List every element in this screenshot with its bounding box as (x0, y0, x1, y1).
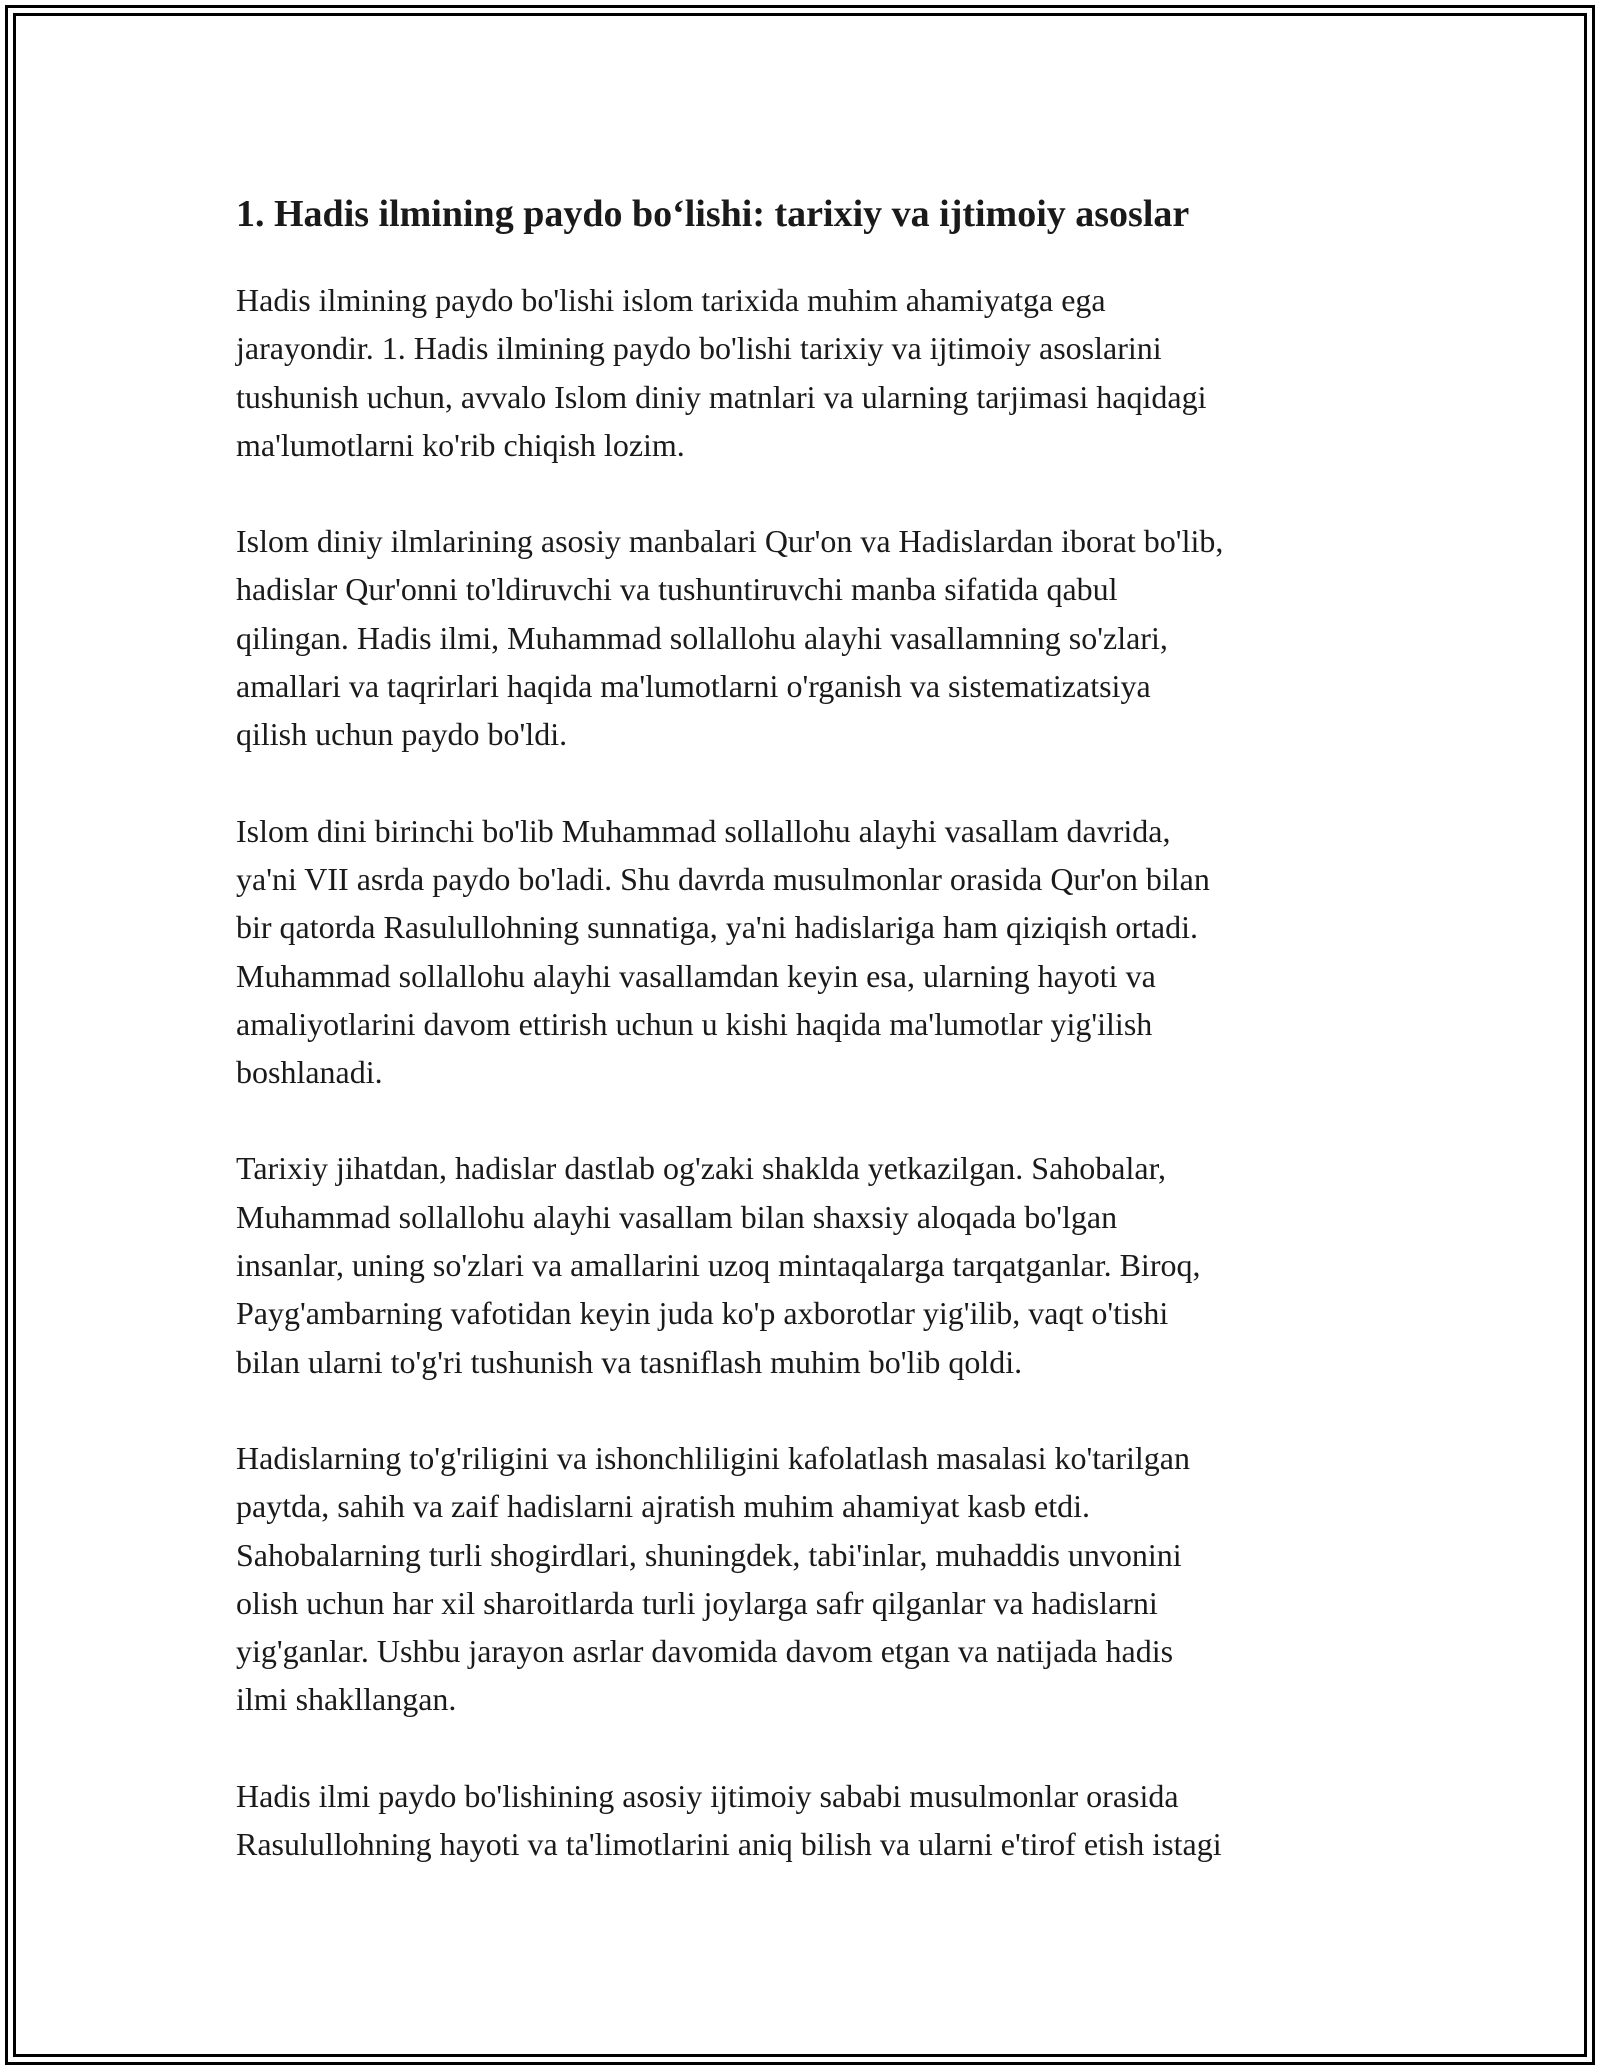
document-body (236, 186, 1376, 1916)
paragraph-origins: Islom dini birinchi bo'lib Muhammad sollallohu alayhi vasallam davrida, ya'ni VII asrda paydo bo'ladi. Shu davrda musulmonlar orasida Qur'on bilan bir qatorda Rasulullohning sunnatiga, ya'ni hadislariga ham qiziqish ortadi. Muhammad sollallohu alayhi vasallamdan keyin esa, ularning hayoti va amaliyotlarini davom ettirish uchun u kishi haqida ma'lumotlar yig'ilish boshlanadi. (236, 812, 1210, 1091)
paragraph-intro: Hadis ilmining paydo bo'lishi islom tarixida muhim ahamiyatga ega jarayondir. 1. Hadis ilmining paydo bo'lishi tarixiy va ijtimoiy asoslarini tushunish uchun, avvalo Islom diniy matnlari va ularning tarjimasi haqidagi ma'lumotlarni ko'rib chiqish lozim. (236, 282, 1207, 463)
paragraph-social-reason: Hadis ilmi paydo bo'lishining asosiy ijtimoiy sababi musulmonlar orasida Rasulullohning hayoti va ta'limotlarini aniq bilish va ularni e'tirof etish istagi (236, 1777, 1222, 1863)
section-heading: 1. Hadis ilmining paydo bo‘lishi: tarixiy va ijtimoiy asoslar (236, 193, 1190, 235)
paragraph-sources: Islom diniy ilmlarining asosiy manbalari Qur'on va Hadislardan iborat bo'lib, hadislar Qur'onni to'ldiruvchi va tushuntiruvchi manba sifatida qabul qilingan. Hadis ilmi, Muhammad sollallohu alayhi vasallamning so'zlari, amallari va taqrirlari haqida ma'lumotlarni o'rganish va sistematizatsiya qilish uchun paydo bo'ldi. (236, 523, 1224, 753)
paragraph-authenticity: Hadislarning to'g'riligini va ishonchliligini kafolatlash masalasi ko'tarilgan paytda, sahih va zaif hadislarni ajratish muhim ahamiyat kasb etdi. Sahobalarning turli shogirdlari, shuningdek, tabi'inlar, muhaddis unvonini olish uchun har xil sharoitlarda turli joylarga safr qilganlar va hadislarni yig'ganlar. Ushbu jarayon asrlar davomida davom etgan va natijada hadis ilmi shakllangan. (236, 1439, 1190, 1718)
paragraph-oral-transmission: Tarixiy jihatdan, hadislar dastlab og'zaki shaklda yetkazilgan. Sahobalar, Muhammad sollallohu alayhi vasallam bilan shaxsiy aloqada bo'lgan insanlar, uning so'zlari va amallarini uzoq mintaqalarga tarqatganlar. Biroq, Payg'ambarning vafotidan keyin juda ko'p axborotlar yig'ilib, vaqt o'tishi bilan ularni to'g'ri tushunish va tasniflash muhim bo'lib qoldi. (236, 1150, 1201, 1380)
